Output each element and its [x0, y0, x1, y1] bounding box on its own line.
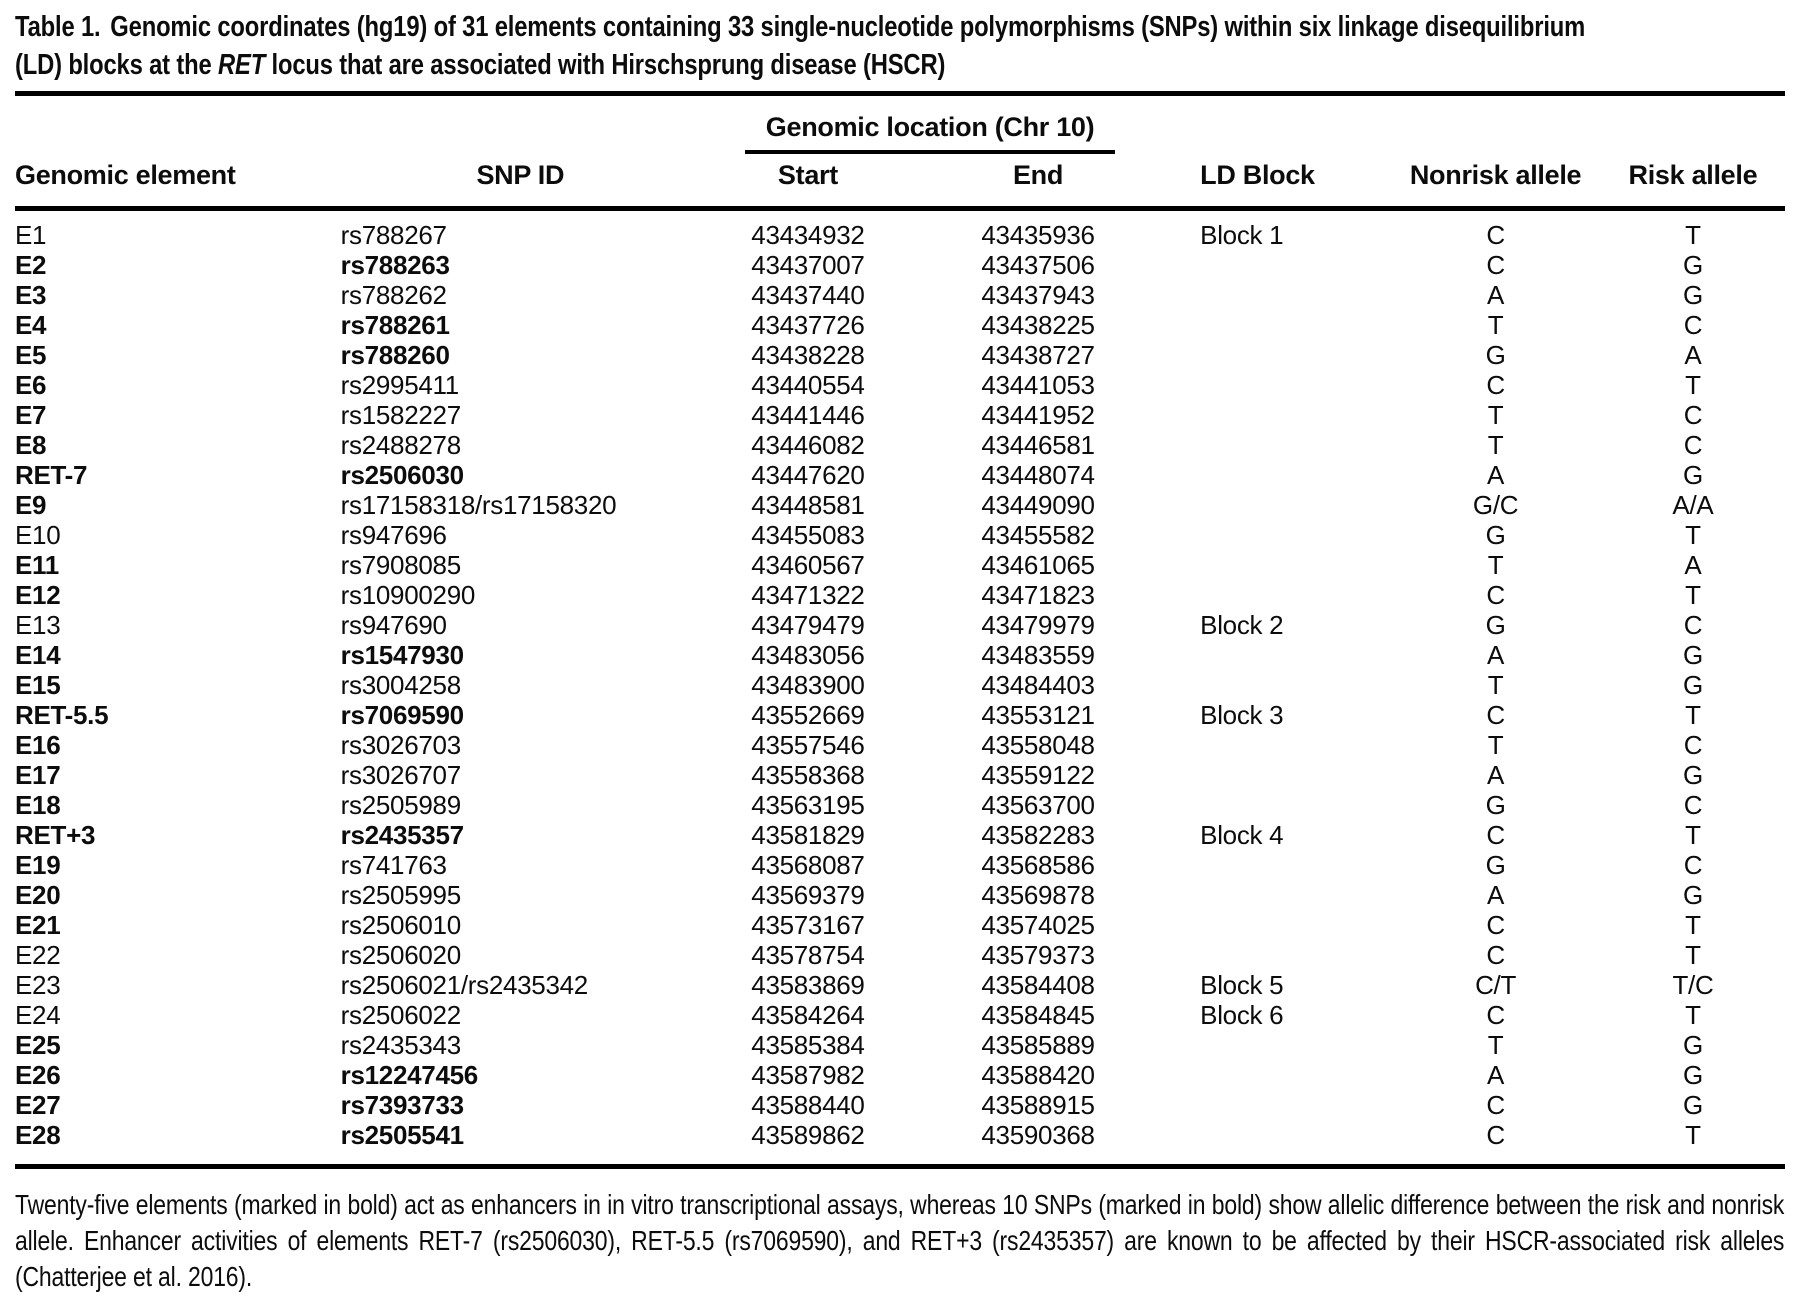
cell-nonrisk: C: [1486, 910, 1505, 940]
table-row: [15, 340, 1785, 370]
table-row: [15, 850, 1785, 880]
cell-block: [1160, 430, 1390, 460]
table-row: [15, 730, 1785, 760]
cell-snp: rs1547930: [340, 640, 464, 670]
cell-end: 43446581: [981, 430, 1095, 460]
cell-risk: T: [1685, 370, 1701, 400]
cell-risk: T: [1685, 910, 1701, 940]
cell-risk: C: [1683, 310, 1703, 340]
table-footnote: Twenty-five elements (marked in bold) act as enhancers in in vitro transcriptional assays, whereas 10 SNPs (marked in bold) show allelic difference between the risk and nonrisk allele. Enhancer activities of elements RET-7 (rs2506030), RET-5.5 (rs7069590), and RET+3 (rs2435357) are known to be affected by their HSCR-associated risk alleles (Chatterjee et al. 2016).: [15, 1189, 1785, 1292]
table-row: [15, 209, 1785, 251]
spanner-spacer: [1160, 96, 1390, 154]
cell-snp: rs788262: [340, 280, 447, 310]
cell-snp: rs7908085: [340, 550, 461, 580]
cell-block: Block 6: [1200, 1000, 1284, 1030]
cell-risk: G: [1682, 1090, 1703, 1120]
cell-snp: rs7069590: [340, 700, 464, 730]
cell-start: 43447620: [751, 460, 865, 490]
column-header-snp-id: SNP ID: [341, 154, 700, 209]
cell-element: E10: [15, 520, 61, 550]
cell-snp: rs2435357: [340, 820, 464, 850]
cell-element: E23: [15, 970, 61, 1000]
cell-nonrisk: A: [1487, 880, 1505, 910]
cell-element: E18: [15, 790, 61, 820]
cell-block: [1160, 370, 1390, 400]
cell-nonrisk: C: [1486, 580, 1505, 610]
cell-end: 43569878: [981, 880, 1095, 910]
cell-risk: C: [1683, 430, 1703, 460]
cell-start: 43483056: [751, 640, 865, 670]
cell-nonrisk: C: [1486, 1090, 1505, 1120]
cell-end: 43579373: [981, 940, 1095, 970]
table-row: [15, 460, 1785, 490]
cell-risk: T: [1685, 520, 1701, 550]
spanner-spacer: [341, 96, 700, 154]
cell-snp: rs1582227: [340, 400, 461, 430]
cell-snp: rs788261: [340, 310, 450, 340]
cell-snp: rs2506030: [340, 460, 464, 490]
cell-snp: rs741763: [340, 850, 447, 880]
cell-risk: T: [1685, 580, 1701, 610]
cell-end: 43441053: [981, 370, 1095, 400]
cell-start: 43483900: [751, 670, 865, 700]
cell-snp: rs2506010: [340, 910, 461, 940]
table-row: [15, 1120, 1785, 1167]
cell-block: [1160, 250, 1390, 280]
cell-nonrisk: C/T: [1475, 970, 1517, 1000]
cell-snp: rs2505541: [340, 1120, 464, 1150]
cell-start: 43437440: [751, 280, 865, 310]
cell-risk: G: [1682, 760, 1703, 790]
cell-start: 43568087: [751, 850, 865, 880]
cell-end: 43584845: [981, 1000, 1095, 1030]
cell-start: 43587982: [751, 1060, 865, 1090]
cell-start: 43438228: [751, 340, 865, 370]
cell-element: E16: [15, 730, 61, 760]
cell-nonrisk: C: [1486, 700, 1505, 730]
cell-snp: rs947696: [340, 520, 447, 550]
cell-element: E27: [15, 1090, 61, 1120]
cell-snp: rs2506021/rs2435342: [340, 970, 588, 1000]
cell-snp: rs788267: [340, 220, 447, 250]
cell-start: 43437007: [751, 250, 865, 280]
cell-snp: rs947690: [340, 610, 447, 640]
cell-start: 43583869: [751, 970, 865, 1000]
cell-start: 43460567: [751, 550, 865, 580]
table-row: [15, 310, 1785, 340]
cell-start: 43440554: [751, 370, 865, 400]
cell-block: [1160, 490, 1390, 520]
cell-snp: rs2435343: [340, 1030, 461, 1060]
table-row: [15, 1090, 1785, 1120]
cell-risk: T: [1685, 820, 1701, 850]
cell-start: 43578754: [751, 940, 865, 970]
cell-risk: G: [1682, 880, 1703, 910]
table-row: [15, 250, 1785, 280]
cell-start: 43437726: [751, 310, 865, 340]
cell-element: E19: [15, 850, 61, 880]
cell-start: 43573167: [751, 910, 865, 940]
table-row: [15, 1060, 1785, 1090]
cell-block: [1160, 1030, 1390, 1060]
cell-snp: rs788263: [340, 250, 450, 280]
cell-risk: G: [1682, 670, 1703, 700]
cell-risk: C: [1683, 400, 1703, 430]
cell-nonrisk: T: [1487, 310, 1504, 340]
cell-nonrisk: C: [1486, 820, 1505, 850]
table-row: [15, 490, 1785, 520]
cell-element: E21: [15, 910, 61, 940]
cell-block: [1160, 340, 1390, 370]
cell-end: 43484403: [981, 670, 1095, 700]
cell-nonrisk: A: [1487, 460, 1505, 490]
cell-nonrisk: A: [1487, 640, 1505, 670]
cell-end: 43585889: [981, 1030, 1095, 1060]
cell-element: E6: [15, 370, 47, 400]
cell-end: 43471823: [981, 580, 1095, 610]
cell-block: [1160, 1060, 1390, 1090]
cell-end: 43435936: [981, 220, 1095, 250]
table-body: [15, 209, 1785, 1167]
table-title: [15, 8, 1784, 84]
cell-nonrisk: T: [1487, 730, 1504, 760]
cell-risk: T: [1685, 1000, 1701, 1030]
table-row: [15, 970, 1785, 1000]
cell-block: [1160, 730, 1390, 760]
cell-block: Block 3: [1200, 700, 1284, 730]
cell-end: 43449090: [981, 490, 1095, 520]
cell-risk: C: [1683, 730, 1703, 760]
cell-snp: rs3026707: [340, 760, 461, 790]
cell-end: 43588420: [981, 1060, 1095, 1090]
cell-block: [1160, 760, 1390, 790]
cell-element: E28: [15, 1120, 61, 1150]
cell-snp: rs2505989: [340, 790, 461, 820]
cell-nonrisk: T: [1487, 1030, 1504, 1060]
cell-snp: rs3004258: [340, 670, 461, 700]
cell-nonrisk: G: [1485, 610, 1506, 640]
table-row: [15, 880, 1785, 910]
table-row: [15, 940, 1785, 970]
cell-start: 43441446: [751, 400, 865, 430]
cell-block: [1160, 1120, 1390, 1167]
cell-element: E11: [15, 550, 59, 580]
cell-end: 43437943: [981, 280, 1095, 310]
cell-snp: rs10900290: [340, 580, 476, 610]
cell-element: E5: [15, 340, 47, 370]
cell-risk: G: [1682, 280, 1703, 310]
cell-block: [1160, 550, 1390, 580]
table-row: [15, 760, 1785, 790]
cell-risk: T/C: [1672, 970, 1714, 1000]
cell-end: 43455582: [981, 520, 1095, 550]
table-row: [15, 640, 1785, 670]
cell-block: [1160, 940, 1390, 970]
cell-block: Block 4: [1200, 820, 1284, 850]
cell-end: 43584408: [981, 970, 1095, 1000]
cell-start: 43558368: [751, 760, 865, 790]
title-text-line1: Genomic coordinates (hg19) of 31 elements containing 33 single-nucleotide polymorphisms (SNPs) within six linkage disequilibrium: [110, 11, 1586, 43]
cell-start: 43448581: [751, 490, 865, 520]
cell-end: 43479979: [981, 610, 1095, 640]
column-header-nonrisk-allele: Nonrisk allele: [1390, 154, 1601, 209]
cell-start: 43479479: [751, 610, 865, 640]
table-row: [15, 580, 1785, 610]
table-row: [15, 790, 1785, 820]
table-row: [15, 520, 1785, 550]
cell-element: E14: [15, 640, 61, 670]
cell-nonrisk: G: [1485, 850, 1506, 880]
cell-element: E1: [15, 220, 47, 250]
table-row: [15, 820, 1785, 850]
cell-block: [1160, 460, 1390, 490]
cell-nonrisk: G: [1485, 520, 1506, 550]
cell-risk: T: [1685, 1120, 1701, 1150]
cell-element: RET-5.5: [15, 700, 109, 730]
cell-start: 43557546: [751, 730, 865, 760]
spanner-row: [15, 96, 1785, 154]
cell-element: RET+3: [15, 820, 96, 850]
cell-block: [1160, 1090, 1390, 1120]
cell-end: 43574025: [981, 910, 1095, 940]
cell-end: 43437506: [981, 250, 1095, 280]
title-text-line2-pre: (LD) blocks at the: [15, 49, 219, 81]
cell-element: E12: [15, 580, 61, 610]
cell-nonrisk: C: [1486, 1120, 1505, 1150]
cell-risk: G: [1682, 250, 1703, 280]
cell-end: 43559122: [981, 760, 1095, 790]
spanner-spacer: [1390, 96, 1601, 154]
cell-snp: rs2505995: [340, 880, 461, 910]
table-row: [15, 700, 1785, 730]
cell-start: 43584264: [751, 1000, 865, 1030]
cell-nonrisk: C: [1486, 940, 1505, 970]
cell-nonrisk: A: [1487, 280, 1505, 310]
cell-element: E13: [15, 610, 61, 640]
cell-nonrisk: G: [1485, 340, 1506, 370]
column-header-genomic-element: Genomic element: [15, 154, 341, 209]
cell-snp: rs17158318/rs17158320: [340, 490, 617, 520]
gene-name-ret: RET: [218, 49, 266, 81]
cell-block: [1160, 520, 1390, 550]
cell-risk: C: [1683, 850, 1703, 880]
cell-nonrisk: G/C: [1472, 490, 1519, 520]
cell-risk: T: [1685, 940, 1701, 970]
table-row: [15, 670, 1785, 700]
cell-element: E26: [15, 1060, 61, 1090]
cell-risk: C: [1683, 610, 1703, 640]
cell-block: [1160, 910, 1390, 940]
table-row: [15, 1000, 1785, 1030]
cell-nonrisk: T: [1487, 400, 1504, 430]
table-row: [15, 430, 1785, 460]
cell-block: Block 5: [1200, 970, 1284, 1000]
title-line-2: [15, 46, 1784, 84]
cell-start: 43589862: [751, 1120, 865, 1150]
cell-start: 43446082: [751, 430, 865, 460]
cell-end: 43553121: [981, 700, 1095, 730]
cell-risk: G: [1682, 640, 1703, 670]
cell-element: RET-7: [15, 460, 88, 490]
cell-element: E17: [15, 760, 61, 790]
cell-end: 43588915: [981, 1090, 1095, 1120]
cell-end: 43558048: [981, 730, 1095, 760]
cell-block: [1160, 880, 1390, 910]
header-row: [15, 154, 1785, 209]
cell-end: 43483559: [981, 640, 1095, 670]
spanner-cell: [700, 96, 1160, 154]
cell-element: E22: [15, 940, 61, 970]
cell-nonrisk: A: [1487, 760, 1505, 790]
table-row: [15, 610, 1785, 640]
cell-block: Block 1: [1200, 220, 1284, 250]
cell-block: [1160, 670, 1390, 700]
table-row: [15, 400, 1785, 430]
cell-risk: A: [1684, 550, 1702, 580]
cell-end: 43441952: [981, 400, 1095, 430]
cell-element: E7: [15, 400, 47, 430]
cell-snp: rs2506020: [340, 940, 461, 970]
cell-block: [1160, 310, 1390, 340]
cell-risk: G: [1682, 1030, 1703, 1060]
cell-risk: T: [1685, 700, 1701, 730]
column-group-header-genomic-location: Genomic location (Chr 10): [745, 112, 1115, 154]
cell-end: 43438727: [981, 340, 1095, 370]
cell-snp: rs2488278: [340, 430, 461, 460]
cell-start: 43552669: [751, 700, 865, 730]
cell-risk: A: [1684, 340, 1702, 370]
cell-end: 43568586: [981, 850, 1095, 880]
cell-risk: T: [1685, 220, 1701, 250]
cell-nonrisk: T: [1487, 550, 1504, 580]
cell-snp: rs7393733: [340, 1090, 464, 1120]
title-line-1: [15, 8, 1784, 46]
column-header-start: Start: [700, 154, 916, 209]
table-row: [15, 1030, 1785, 1060]
cell-element: E25: [15, 1030, 61, 1060]
table-row: [15, 550, 1785, 580]
cell-start: 43585384: [751, 1030, 865, 1060]
cell-element: E2: [15, 250, 47, 280]
column-header-ld-block: LD Block: [1160, 154, 1390, 209]
cell-start: 43471322: [751, 580, 865, 610]
cell-block: [1160, 850, 1390, 880]
cell-end: 43563700: [981, 790, 1095, 820]
cell-block: [1160, 790, 1390, 820]
cell-nonrisk: C: [1486, 1000, 1505, 1030]
cell-risk: G: [1682, 1060, 1703, 1090]
cell-start: 43569379: [751, 880, 865, 910]
cell-nonrisk: A: [1487, 1060, 1505, 1090]
cell-nonrisk: C: [1486, 220, 1505, 250]
cell-nonrisk: G: [1485, 790, 1506, 820]
cell-start: 43588440: [751, 1090, 865, 1120]
cell-element: E24: [15, 1000, 61, 1030]
cell-element: E20: [15, 880, 61, 910]
cell-start: 43434932: [751, 220, 865, 250]
cell-element: E3: [15, 280, 47, 310]
cell-nonrisk: T: [1487, 670, 1504, 700]
table-row: [15, 370, 1785, 400]
cell-snp: rs12247456: [340, 1060, 478, 1090]
cell-element: E15: [15, 670, 61, 700]
cell-block: [1160, 400, 1390, 430]
cell-end: 43590368: [981, 1120, 1095, 1150]
cell-start: 43455083: [751, 520, 865, 550]
spanner-spacer: [15, 96, 341, 154]
cell-risk: C: [1683, 790, 1703, 820]
cell-block: [1160, 280, 1390, 310]
cell-risk: G: [1682, 460, 1703, 490]
cell-end: 43448074: [981, 460, 1095, 490]
column-header-end: End: [916, 154, 1160, 209]
cell-risk: A/A: [1672, 490, 1714, 520]
cell-start: 43563195: [751, 790, 865, 820]
cell-start: 43581829: [751, 820, 865, 850]
table-row: [15, 910, 1785, 940]
spanner-spacer: [1601, 96, 1785, 154]
table-number-label: Table 1.: [15, 11, 101, 43]
cell-snp: rs2995411: [340, 370, 459, 400]
cell-element: E4: [15, 310, 47, 340]
cell-element: E8: [15, 430, 47, 460]
column-header-risk-allele: Risk allele: [1601, 154, 1785, 209]
cell-nonrisk: C: [1486, 250, 1505, 280]
cell-block: Block 2: [1200, 610, 1284, 640]
cell-snp: rs2506022: [340, 1000, 461, 1030]
cell-nonrisk: C: [1486, 370, 1505, 400]
title-text-line2-post: locus that are associated with Hirschsprung disease (HSCR): [265, 49, 946, 81]
genomic-coordinates-table: [15, 96, 1785, 1169]
cell-end: 43461065: [981, 550, 1095, 580]
cell-snp: rs788260: [340, 340, 450, 370]
cell-end: 43438225: [981, 310, 1095, 340]
table-row: [15, 280, 1785, 310]
cell-snp: rs3026703: [340, 730, 461, 760]
cell-block: [1160, 580, 1390, 610]
cell-element: E9: [15, 490, 47, 520]
cell-block: [1160, 640, 1390, 670]
cell-end: 43582283: [981, 820, 1095, 850]
cell-nonrisk: T: [1487, 430, 1504, 460]
